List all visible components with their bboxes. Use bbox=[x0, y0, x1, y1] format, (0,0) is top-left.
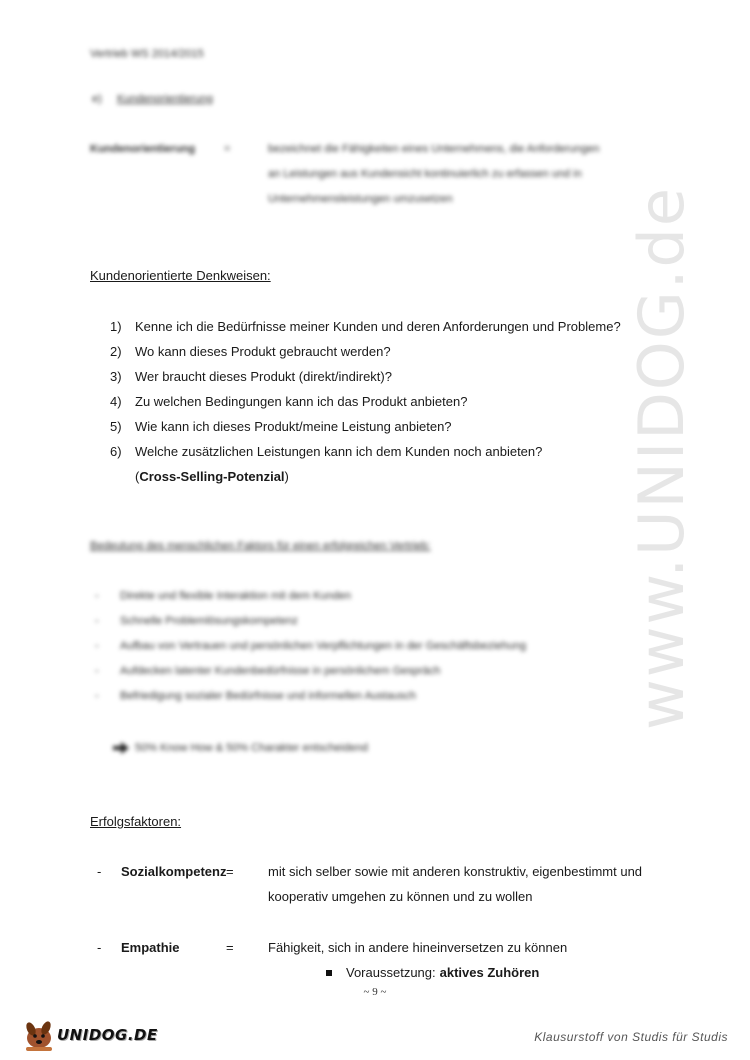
factor-equals: = bbox=[226, 940, 234, 955]
factor-definition bbox=[268, 863, 668, 913]
item-text: Kenne ich die Bedürfnisse meiner Kunden und deren Anforderungen und Probleme? bbox=[135, 319, 621, 334]
factor-definition: Fähigkeit, sich in andere hineinversetzen zu können bbox=[268, 940, 568, 955]
item-text: Wo kann dieses Produkt gebraucht werden? bbox=[135, 344, 391, 359]
item-text: Welche zusätzlichen Leistungen kann ich dem Kunden noch anbieten? bbox=[135, 444, 543, 459]
sub-bold: aktives Zuhören bbox=[439, 965, 540, 980]
cross-selling-term: Cross-Selling-Potenzial bbox=[139, 469, 285, 484]
definition-line: bezeichnet die Fähigkeiten eines Unternehmens, die Anforderungen bbox=[268, 143, 600, 155]
arrow-statement bbox=[113, 740, 368, 756]
course-header: Vertrieb WS 2014/2015 bbox=[90, 48, 204, 60]
list-item bbox=[95, 638, 595, 663]
section-marker: e) bbox=[92, 93, 102, 105]
human-factor-heading: Bedeutung des menschlichen Faktors für einen erfolgreichen Vertrieb: bbox=[90, 540, 431, 552]
page-number: ~ 9 ~ bbox=[363, 986, 387, 998]
sub-label: Voraussetzung: bbox=[346, 965, 436, 980]
dash-bullet: - bbox=[95, 590, 99, 602]
factor-equals: = bbox=[226, 864, 234, 879]
dash-bullet: - bbox=[95, 640, 99, 652]
list-item bbox=[110, 318, 670, 343]
item-number: 5) bbox=[110, 419, 122, 434]
dash-bullet: - bbox=[95, 615, 99, 627]
item-text: Zu welchen Bedingungen kann ich das Produkt anbieten? bbox=[135, 394, 468, 409]
success-heading: Erfolgsfaktoren: bbox=[90, 814, 182, 829]
item-number: 2) bbox=[110, 344, 122, 359]
square-bullet-icon bbox=[326, 970, 332, 976]
item-number: 4) bbox=[110, 394, 122, 409]
factor-term: Sozialkompetenz bbox=[121, 864, 227, 879]
item-number: 6) bbox=[110, 444, 122, 459]
definition-line: kooperativ umgehen zu können und zu wollen bbox=[268, 889, 533, 904]
list-item bbox=[110, 343, 670, 368]
footer-tagline: Klausurstoff von Studis für Studis bbox=[534, 1030, 728, 1044]
paren-close: ) bbox=[284, 469, 289, 484]
factor-dash: - bbox=[97, 940, 102, 955]
human-factor-list bbox=[95, 588, 595, 713]
logo-text: UNIDOG.DE bbox=[57, 1026, 158, 1044]
list-item bbox=[110, 418, 670, 443]
definition-line: an Leistungen aus Kundensicht kontinuierlich zu erfassen und in bbox=[268, 168, 582, 180]
definition-equals: = bbox=[224, 143, 231, 155]
definition-text bbox=[268, 141, 688, 216]
factor-term: Empathie bbox=[121, 940, 180, 955]
item-text: Schnelle Problemlösungskompetenz bbox=[120, 615, 298, 627]
definition-line: Unternehmensleistungen umzusetzen bbox=[268, 193, 453, 205]
dash-bullet: - bbox=[95, 690, 99, 702]
item-text: Aufbau von Vertrauen und persönlichen Verpflichtungen in der Geschäftsbeziehung bbox=[120, 640, 527, 652]
list-item bbox=[95, 663, 595, 688]
definition-line: mit sich selber sowie mit anderen konstruktiv, eigenbestimmt und bbox=[268, 864, 643, 879]
list-item bbox=[110, 443, 670, 468]
arrow-text: 50% Know How & 50% Charakter entscheidend bbox=[135, 742, 368, 754]
arrow-right-icon bbox=[113, 742, 129, 754]
item-number: 1) bbox=[110, 319, 122, 334]
list-item bbox=[95, 688, 595, 713]
paren-open: ( bbox=[135, 469, 140, 484]
sub-bullet bbox=[326, 964, 539, 982]
list-item-continuation bbox=[110, 468, 670, 493]
list-item bbox=[110, 393, 670, 418]
watermark: www.UNIDOG.de bbox=[625, 186, 698, 730]
list-item bbox=[95, 588, 595, 613]
item-text: Befriedigung sozialer Bedürfnisse und informellen Austausch bbox=[120, 690, 416, 702]
item-text: Aufdecken latenter Kundenbedürfnisse in persönlichem Gespräch bbox=[120, 665, 441, 677]
list-item bbox=[110, 368, 670, 393]
section-title: Kundenorientierung bbox=[117, 93, 214, 105]
item-text: Direkte und flexible Interaktion mit dem Kunden bbox=[120, 590, 352, 602]
thinking-heading: Kundenorientierte Denkweisen: bbox=[90, 268, 271, 283]
list-item bbox=[95, 613, 595, 638]
item-text: Wer braucht dieses Produkt (direkt/indirekt)? bbox=[135, 369, 392, 384]
item-text: Wie kann ich dieses Produkt/meine Leistung anbieten? bbox=[135, 419, 452, 434]
dash-bullet: - bbox=[95, 665, 99, 677]
factor-dash: - bbox=[97, 864, 102, 879]
thinking-list bbox=[110, 318, 670, 493]
item-number: 3) bbox=[110, 369, 122, 384]
definition-term: Kundenorientierung bbox=[90, 143, 196, 155]
